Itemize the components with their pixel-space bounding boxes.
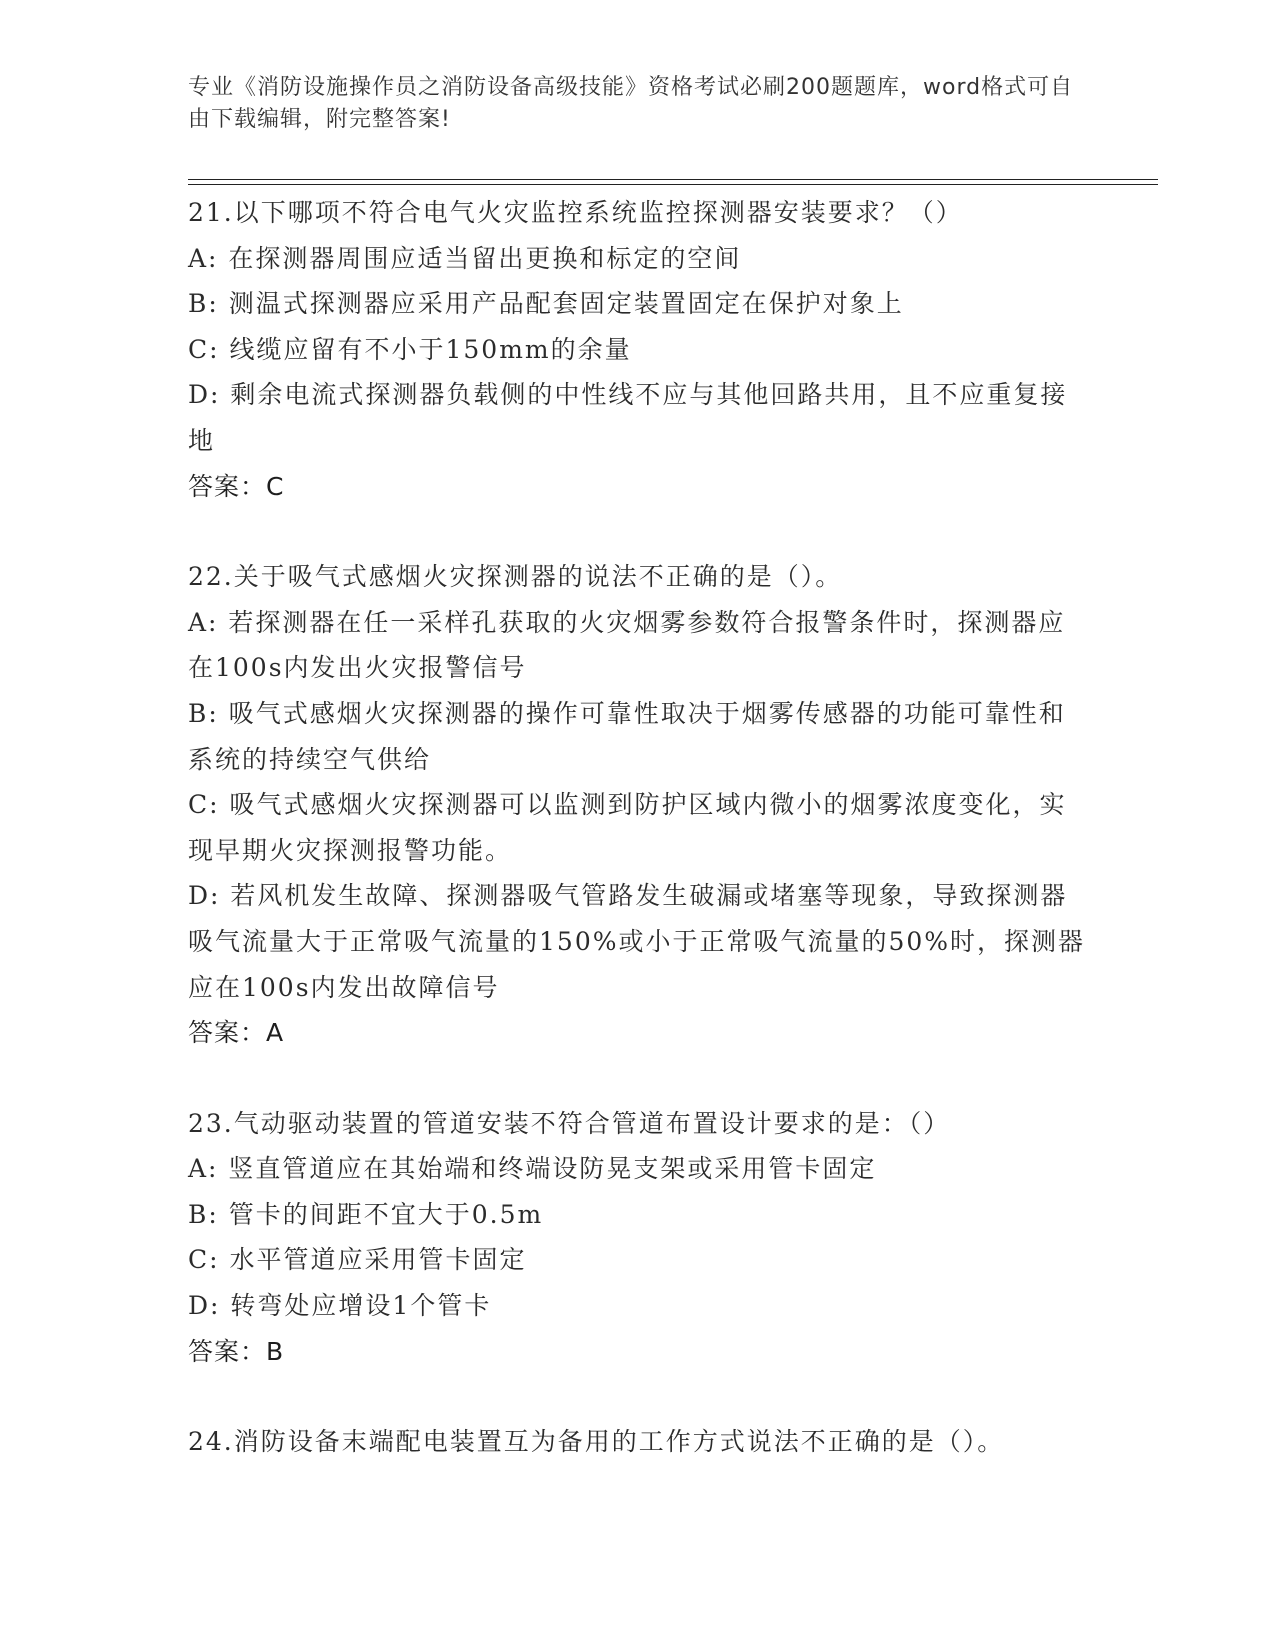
option-b: B: 测温式探测器应采用产品配套固定装置固定在保护对象上 xyxy=(188,289,904,319)
option-b: B: 吸气式感烟火灾探测器的操作可靠性取决于烟雾传感器的功能可靠性和系统的持续空气供给 xyxy=(188,698,1066,774)
option-b: B: 管卡的间距不宜大于0.5m xyxy=(188,1199,544,1229)
option-c: C: 水平管道应采用管卡固定 xyxy=(188,1245,527,1275)
answer-text: 答案：C xyxy=(188,471,285,501)
option-a: A: 竖直管道应在其始端和终端设防晃支架或采用管卡固定 xyxy=(188,1154,877,1184)
question-21 xyxy=(188,190,1088,509)
option-d: D: 转弯处应增设1个管卡 xyxy=(188,1291,492,1321)
option-c: C: 吸气式感烟火灾探测器可以监测到防护区域内微小的烟雾浓度变化，实现早期火灾探测报警功能。 xyxy=(188,790,1067,865)
answer-text: 答案：B xyxy=(188,1336,285,1366)
option-c: C: 线缆应留有不小于150mm的余量 xyxy=(188,334,632,364)
question-text: 24.消防设备末端配电装置互为备用的工作方式说法不正确的是（）。 xyxy=(188,1427,1005,1457)
header-divider-top xyxy=(188,179,1158,180)
document-header: 专业《消防设施操作员之消防设备高级技能》资格考试必刷200题题库，word格式可自由下载编辑，附完整答案! xyxy=(188,75,1074,132)
question-list xyxy=(188,190,1088,1465)
option-a: A: 若探测器在任一采样孔获取的火灾烟雾参数符合报警条件时，探测器应在100s内发出火灾报警信号 xyxy=(188,607,1066,683)
header-divider-bottom xyxy=(188,184,1158,185)
option-d: D: 若风机发生故障、探测器吸气管路发生破漏或堵塞等现象，导致探测器吸气流量大于正常吸气流量的150%或小于正常吸气流量的50%时，探测器应在100s内发出故障信号 xyxy=(188,881,1086,1002)
option-a: A: 在探测器周围应适当留出更换和标定的空间 xyxy=(188,243,742,273)
question-24 xyxy=(188,1419,1088,1465)
question-22 xyxy=(188,554,1088,1056)
answer-text: 答案：A xyxy=(188,1018,285,1048)
question-23 xyxy=(188,1101,1088,1375)
option-d: D: 剩余电流式探测器负载侧的中性线不应与其他回路共用，且不应重复接地 xyxy=(188,380,1068,455)
question-text: 22.关于吸气式感烟火灾探测器的说法不正确的是（）。 xyxy=(188,562,843,592)
question-text: 23.气动驱动装置的管道安装不符合管道布置设计要求的是：（） xyxy=(188,1108,951,1138)
question-text: 21.以下哪项不符合电气火灾监控系统监控探测器安装要求？（） xyxy=(188,198,963,227)
